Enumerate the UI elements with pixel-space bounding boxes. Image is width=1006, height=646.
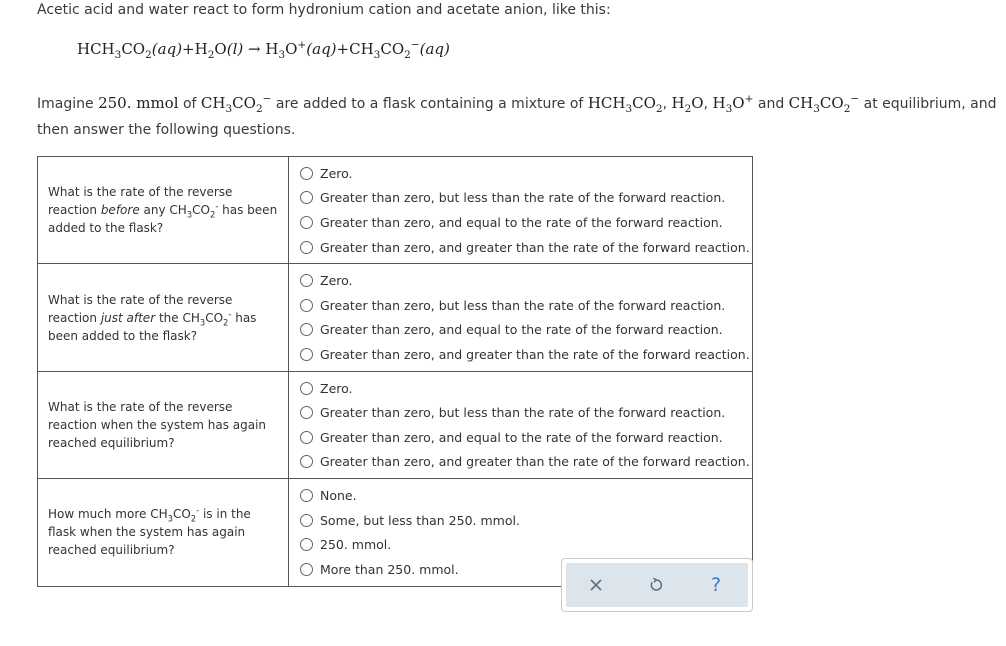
answer-option[interactable]: Zero. [300,376,752,401]
answer-option[interactable]: More than 250. mmol. [300,557,752,582]
radio-button[interactable] [300,216,313,229]
radio-button[interactable] [300,489,313,502]
radio-button[interactable] [300,274,313,287]
question-text: What is the rate of the reverse reaction before any $CH_3CO_2^-$ has been added to the flask? [38,157,289,264]
answer-option[interactable]: 250. mmol. [300,532,752,557]
reaction-arrow: → [248,40,261,58]
question-row [38,371,753,478]
radio-button[interactable] [300,538,313,551]
answer-option[interactable]: Greater than zero, but less than the rate of the forward reaction. [300,400,752,425]
answer-options [289,264,753,371]
radio-button[interactable] [300,348,313,361]
radio-button[interactable] [300,455,313,468]
answer-option[interactable]: Greater than zero, but less than the rate of the forward reaction. [300,293,752,318]
radio-button[interactable] [300,514,313,527]
undo-icon [648,577,664,593]
radio-button[interactable] [300,382,313,395]
answer-toolbar [561,558,753,612]
question-text: How much more $CH_3CO_2^-$ is in the flask when the system has again reached equilibrium? [38,479,289,586]
radio-button[interactable] [300,167,313,180]
question-text: What is the rate of the reverse reaction when the system has again reached equilibrium? [38,371,289,478]
question-row [38,264,753,371]
answer-option[interactable]: Greater than zero, and greater than the rate of the forward reaction. [300,450,752,475]
answer-option[interactable]: Greater than zero, and equal to the rate of the forward reaction. [300,210,752,235]
answer-option[interactable]: Some, but less than 250. mmol. [300,508,752,533]
answer-options [289,157,753,264]
radio-button[interactable] [300,241,313,254]
answer-option[interactable]: None. [300,483,752,508]
answer-option[interactable]: Zero. [300,268,752,293]
answer-options [289,371,753,478]
help-button[interactable] [686,563,746,607]
question-row [38,157,753,264]
toolbar-inner [566,563,748,607]
reaction-equation: $HCH_3CO_2(aq)+H_2O(l) \to H_3O^+(aq)+CH_3CO_2^-(aq)$ [77,39,450,61]
answer-option[interactable]: Greater than zero, and greater than the rate of the forward reaction. [300,235,752,260]
answer-option[interactable]: Zero. [300,161,752,186]
answer-option[interactable]: Greater than zero, but less than the rate of the forward reaction. [300,186,752,211]
radio-button[interactable] [300,431,313,444]
answer-option[interactable]: Greater than zero, and greater than the rate of the forward reaction. [300,342,752,367]
help-icon: ? [710,574,722,596]
radio-button[interactable] [300,191,313,204]
close-icon [589,578,603,592]
answer-option[interactable]: Greater than zero, and equal to the rate of the forward reaction. [300,425,752,450]
problem-statement: Imagine 250. mmol of $CH_3CO_2^-$ are added to a flask containing a mixture of $HCH_3CO_2$, $H_2O$, $H_3O^+$ and $CH_3CO_2^-$ at equilibrium, and then answer the following questions. [37,93,997,138]
question-text: What is the rate of the reverse reaction just after the $CH_3CO_2^-$ has been added to the flask? [38,264,289,371]
undo-button[interactable] [626,563,686,607]
answer-option[interactable]: Greater than zero, and equal to the rate of the forward reaction. [300,318,752,343]
radio-button[interactable] [300,299,313,312]
radio-button[interactable] [300,563,313,576]
questions-table [37,156,753,587]
radio-button[interactable] [300,406,313,419]
clear-button[interactable] [566,563,626,607]
radio-button[interactable] [300,323,313,336]
intro-text: Acetic acid and water react to form hydronium cation and acetate anion, like this: [37,2,611,18]
